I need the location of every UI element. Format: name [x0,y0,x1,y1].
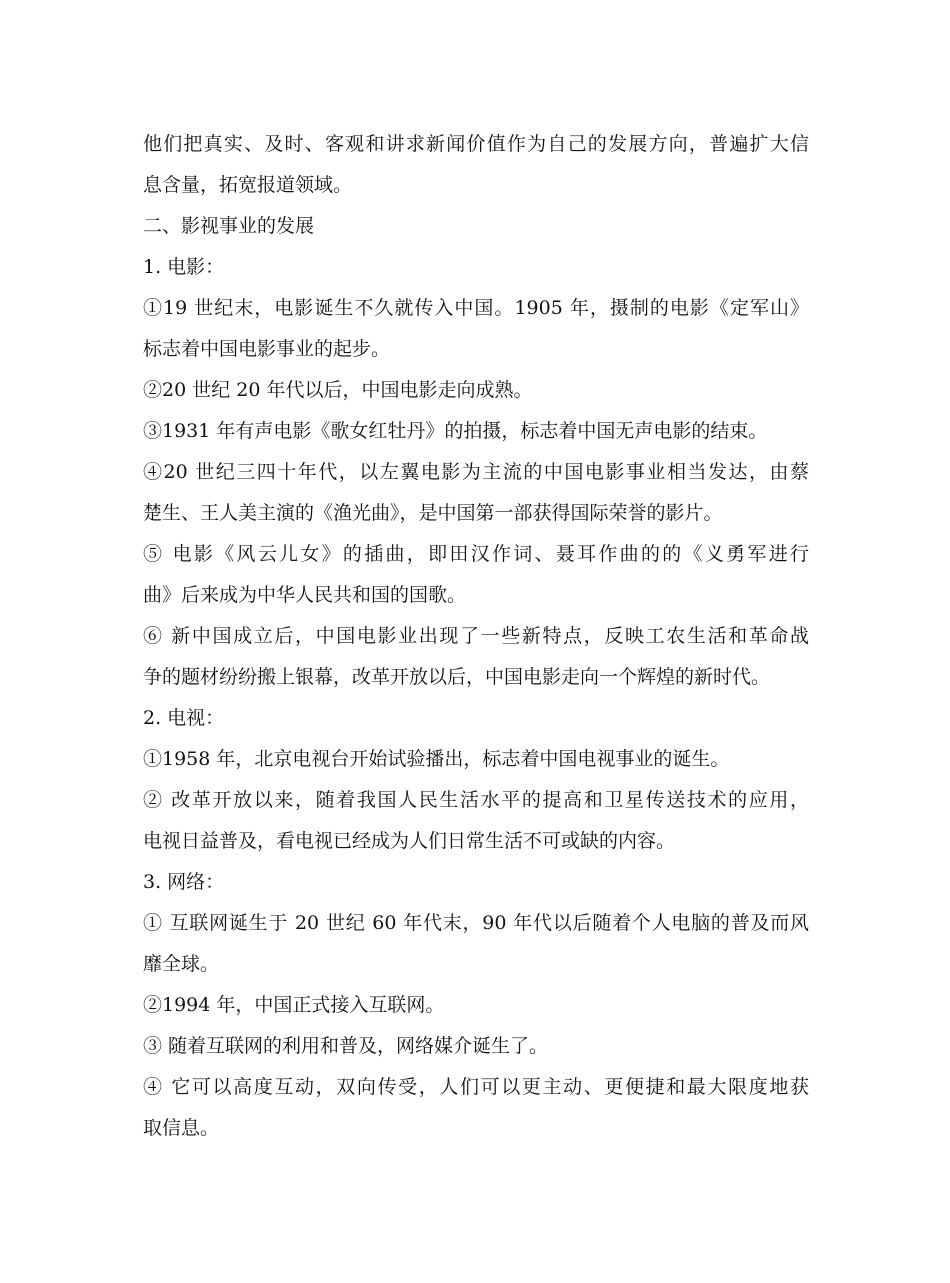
subsection-heading: 2. 电视： [143,707,225,729]
text-line: ① 互联网诞生于 20 世纪 60 年代末，90 年代以后随着个人电脑的普及而风 [143,912,809,934]
text-line: 息含量，拓宽报道领域。 [143,174,353,196]
subsection-heading: 1. 电影： [143,256,225,278]
text-line: ② 改革开放以来，随着我国人民生活水平的提高和卫星传送技术的应用， [143,789,809,811]
text-line: ③ 随着互联网的利用和普及，网络媒介诞生了。 [143,1035,549,1057]
document-body [143,124,809,1149]
text-line: 取信息。 [143,1117,220,1139]
text-line: 靡全球。 [143,953,220,975]
text-line: ⑥ 新中国成立后，中国电影业出现了一些新特点，反映工农生活和革命战 [143,625,809,647]
text-line: 争的题材纷纷搬上银幕，改革开放以后，中国电影走向一个辉煌的新时代。 [143,666,771,688]
text-line: ⑤ 电影《风云儿女》的插曲，即田汉作词、聂耳作曲的的《义勇军进行 [143,543,809,565]
text-line: ②1994 年，中国正式接入互联网。 [143,994,445,1016]
text-line: ③1931 年有声电影《歌女红牡丹》的拍摄，标志着中国无声电影的结束。 [143,420,768,442]
text-line: ④ 它可以高度互动，双向传受，人们可以更主动、更便捷和最大限度地获 [143,1076,809,1098]
text-line: ①19 世纪末，电影诞生不久就传入中国。1905 年，摄制的电影《定军山》 [143,297,809,319]
text-line: ①1958 年，北京电视台开始试验播出，标志着中国电视事业的诞生。 [143,748,730,770]
text-line: 标志着中国电影事业的起步。 [143,338,391,360]
text-line: 曲》后来成为中华人民共和国的国歌。 [143,584,467,606]
text-line: 电视日益普及，看电视已经成为人们日常生活不可或缺的内容。 [143,830,676,852]
subsection-heading: 3. 网络： [143,871,225,893]
text-line: 他们把真实、及时、客观和讲求新闻价值作为自己的发展方向，普遍扩大信 [143,133,809,155]
section-heading: 二、影视事业的发展 [143,215,315,237]
text-line: ②20 世纪 20 年代以后，中国电影走向成熟。 [143,379,533,401]
text-line: ④20 世纪三四十年代，以左翼电影为主流的中国电影事业相当发达，由蔡 [143,461,809,483]
text-line: 楚生、王人美主演的《渔光曲》，是中国第一部获得国际荣誉的影片。 [143,502,723,524]
